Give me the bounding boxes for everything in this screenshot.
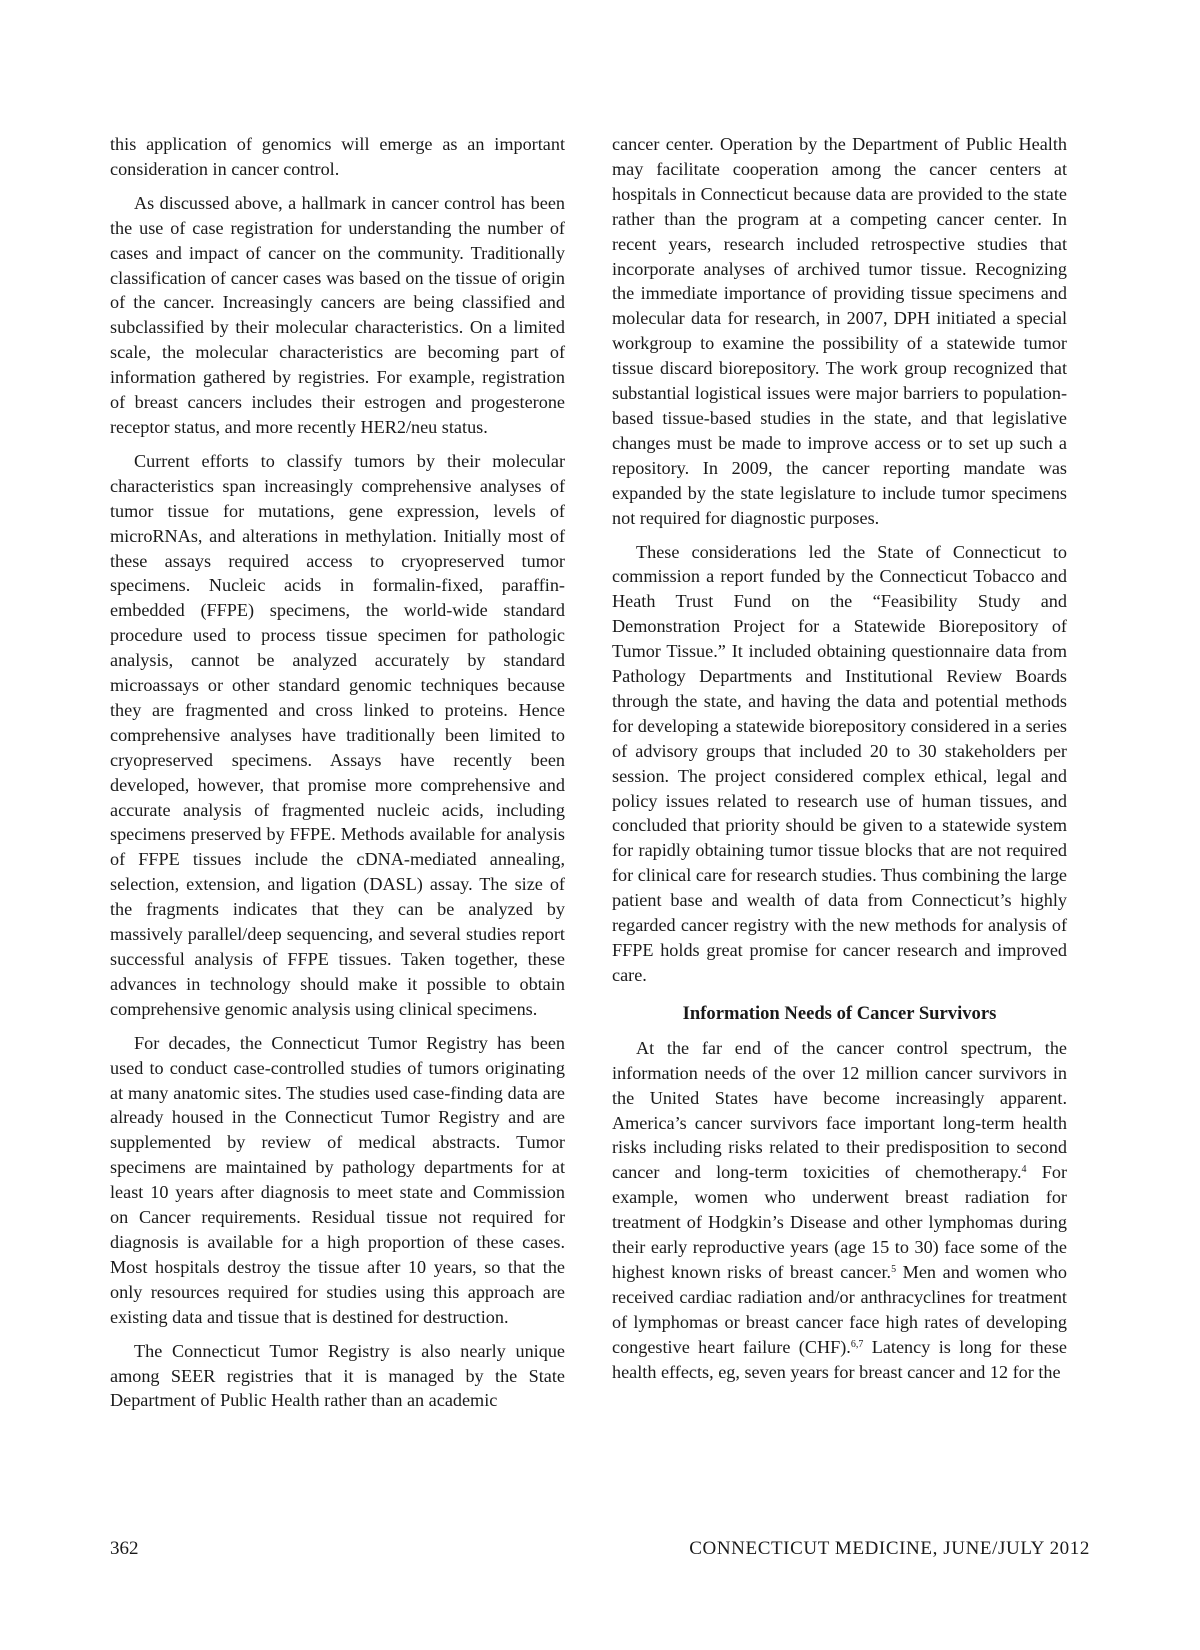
left-paragraph-4: For decades, the Connecticut Tumor Registry has been used to conduct case-controlled studies of tumors originating at many anatomic sites. The studies used case-finding data are already housed in the Connecticut Tumor Registry and are supplemented by review of medical abstracts. Tumor specimens are maintained by pathology departments for at least 10 years after diagnosis to meet state and Commission on Cancer requirements. Residual tissue not required for diagnosis is available for a high proportion of these cases. Most hospitals destroy the tissue after 10 years, so that the only resources required for studies using this approach are existing data and tissue that is destined for destruction. [110, 1032, 565, 1327]
paragraph-text: For example, women who underwent breast radiation for treatment of Hodgkin’s Disease and other lymphomas during their early reproductive years (age 15 to 30) face some of the highest known risks of breast cancer. [612, 1162, 1067, 1282]
reference-marker: 4 [1021, 1164, 1027, 1176]
right-paragraph-1: cancer center. Operation by the Department of Public Health may facilitate cooperation among the cancer centers at hospitals in Connecticut because data are provided to the state rather than the program at a competing cancer center. In recent years, research included retrospective studies that incorporate analyses of archived tumor tissue. Recognizing the immediate importance of providing tissue specimens and molecular data for research, in 2007, DPH initiated a special workgroup to examine the possibility of a statewide tumor tissue discard biorepository. The work group recognized that substantial logistical issues were major barriers to population-based tissue-based studies in the state, and that legislative changes must be made to improve access or to set up such a repository. In 2009, the cancer reporting mandate was expanded by the state legislature to include tumor specimens not required for diagnostic purposes. [612, 134, 1067, 528]
paragraph-text: Men and women who received cardiac radiation and/or anthracyclines for treatment of lymphomas or breast cancer face high rates of developing congestive heart failure (CHF). [612, 1261, 1067, 1357]
section-heading: Information Needs of Cancer Survivors [682, 1002, 997, 1024]
left-paragraph-3: Current efforts to classify tumors by their molecular characteristics span increasingly comprehensive analyses of tumor tissue for mutations, gene expression, levels of microRNAs, and alterations in methylation. Initially most of these assays required access to cryopreserved tumor specimens. Nucleic acids in formalin-fixed, paraffin-embedded (FFPE) specimens, the world-wide standard procedure used to process tissue specimen for pathologic analysis, cannot be analyzed accurately by standard microassays or other standard genomic techniques because they are fragmented and cross linked to proteins. Hence comprehensive analyses have traditionally been limited to cryopreserved specimens. Assays have recently been developed, however, that promise more comprehensive and accurate analysis of fragmented nucleic acids, including specimens preserved by FFPE. Methods available for analysis of FFPE tissues include the cDNA-mediated annealing, selection, extension, and ligation (DASL) assay. The size of the fragments indicates that they can be analyzed by massively parallel/deep sequencing, and several studies report successful analysis of FFPE tissues. Taken together, these advances in technology should make it possible to obtain comprehensive genomic analysis using clinical specimens. [110, 450, 565, 1019]
paragraph-text: Latency is long for these health effects, eg, seven years for breast cancer and 12 for the [612, 1336, 1067, 1382]
right-paragraph-3 [612, 1036, 1067, 1385]
left-paragraph-5: The Connecticut Tumor Registry is also nearly unique among SEER registries that it is managed by the State Department of Public Health rather than an academic [110, 1340, 565, 1411]
left-column [110, 132, 565, 1422]
running-footer: CONNECTICUT MEDICINE, JUNE/JULY 2012 [689, 1538, 1090, 1559]
left-paragraph-2: As discussed above, a hallmark in cancer control has been the use of case registration for understanding the number of cases and impact of cancer on the community. Traditionally classification of cancer cases was based on the tissue of origin of the cancer. Increasingly cancers are being classified and subclassified by their molecular characteristics. On a limited scale, the molecular characteristics are becoming part of information gathered by registries. For example, registration of breast cancers includes their estrogen and progesterone receptor status, and more recently HER2/neu status. [110, 192, 565, 437]
reference-marker: 6,7 [850, 1338, 864, 1350]
page-number: 362 [110, 1538, 139, 1559]
right-column [612, 132, 1067, 1394]
reference-marker: 5 [891, 1263, 897, 1275]
right-paragraph-2: These considerations led the State of Connecticut to commission a report funded by the Connecticut Tobacco and Heath Trust Fund on the “Feasibility Study and Demonstration Project for a Statewide Biorepository of Tumor Tissue.” It included obtaining questionnaire data from Pathology Departments and Institutional Review Boards through the state, and having the data and potential methods for developing a statewide biorepository considered in a series of advisory groups that included 20 to 30 stakeholders per session. The project considered complex ethical, legal and policy issues related to research use of human tissues, and concluded that priority should be given to a statewide system for rapidly obtaining tumor tissue blocks that are not required for clinical care for research studies. Thus combining the large patient base and wealth of data from Connecticut’s highly regarded cancer registry with the new methods for analysis of FFPE holds great promise for cancer research and improved care. [612, 541, 1067, 985]
paragraph-text: At the far end of the cancer control spectrum, the information needs of the over 12 million cancer survivors in the United States have become increasingly apparent. America’s cancer survivors face important long-term health risks including risks related to their predisposition to second cancer and long-term toxicities of chemotherapy. [612, 1037, 1067, 1183]
left-paragraph-1: this application of genomics will emerge as an important consideration in cancer control. [110, 134, 565, 179]
